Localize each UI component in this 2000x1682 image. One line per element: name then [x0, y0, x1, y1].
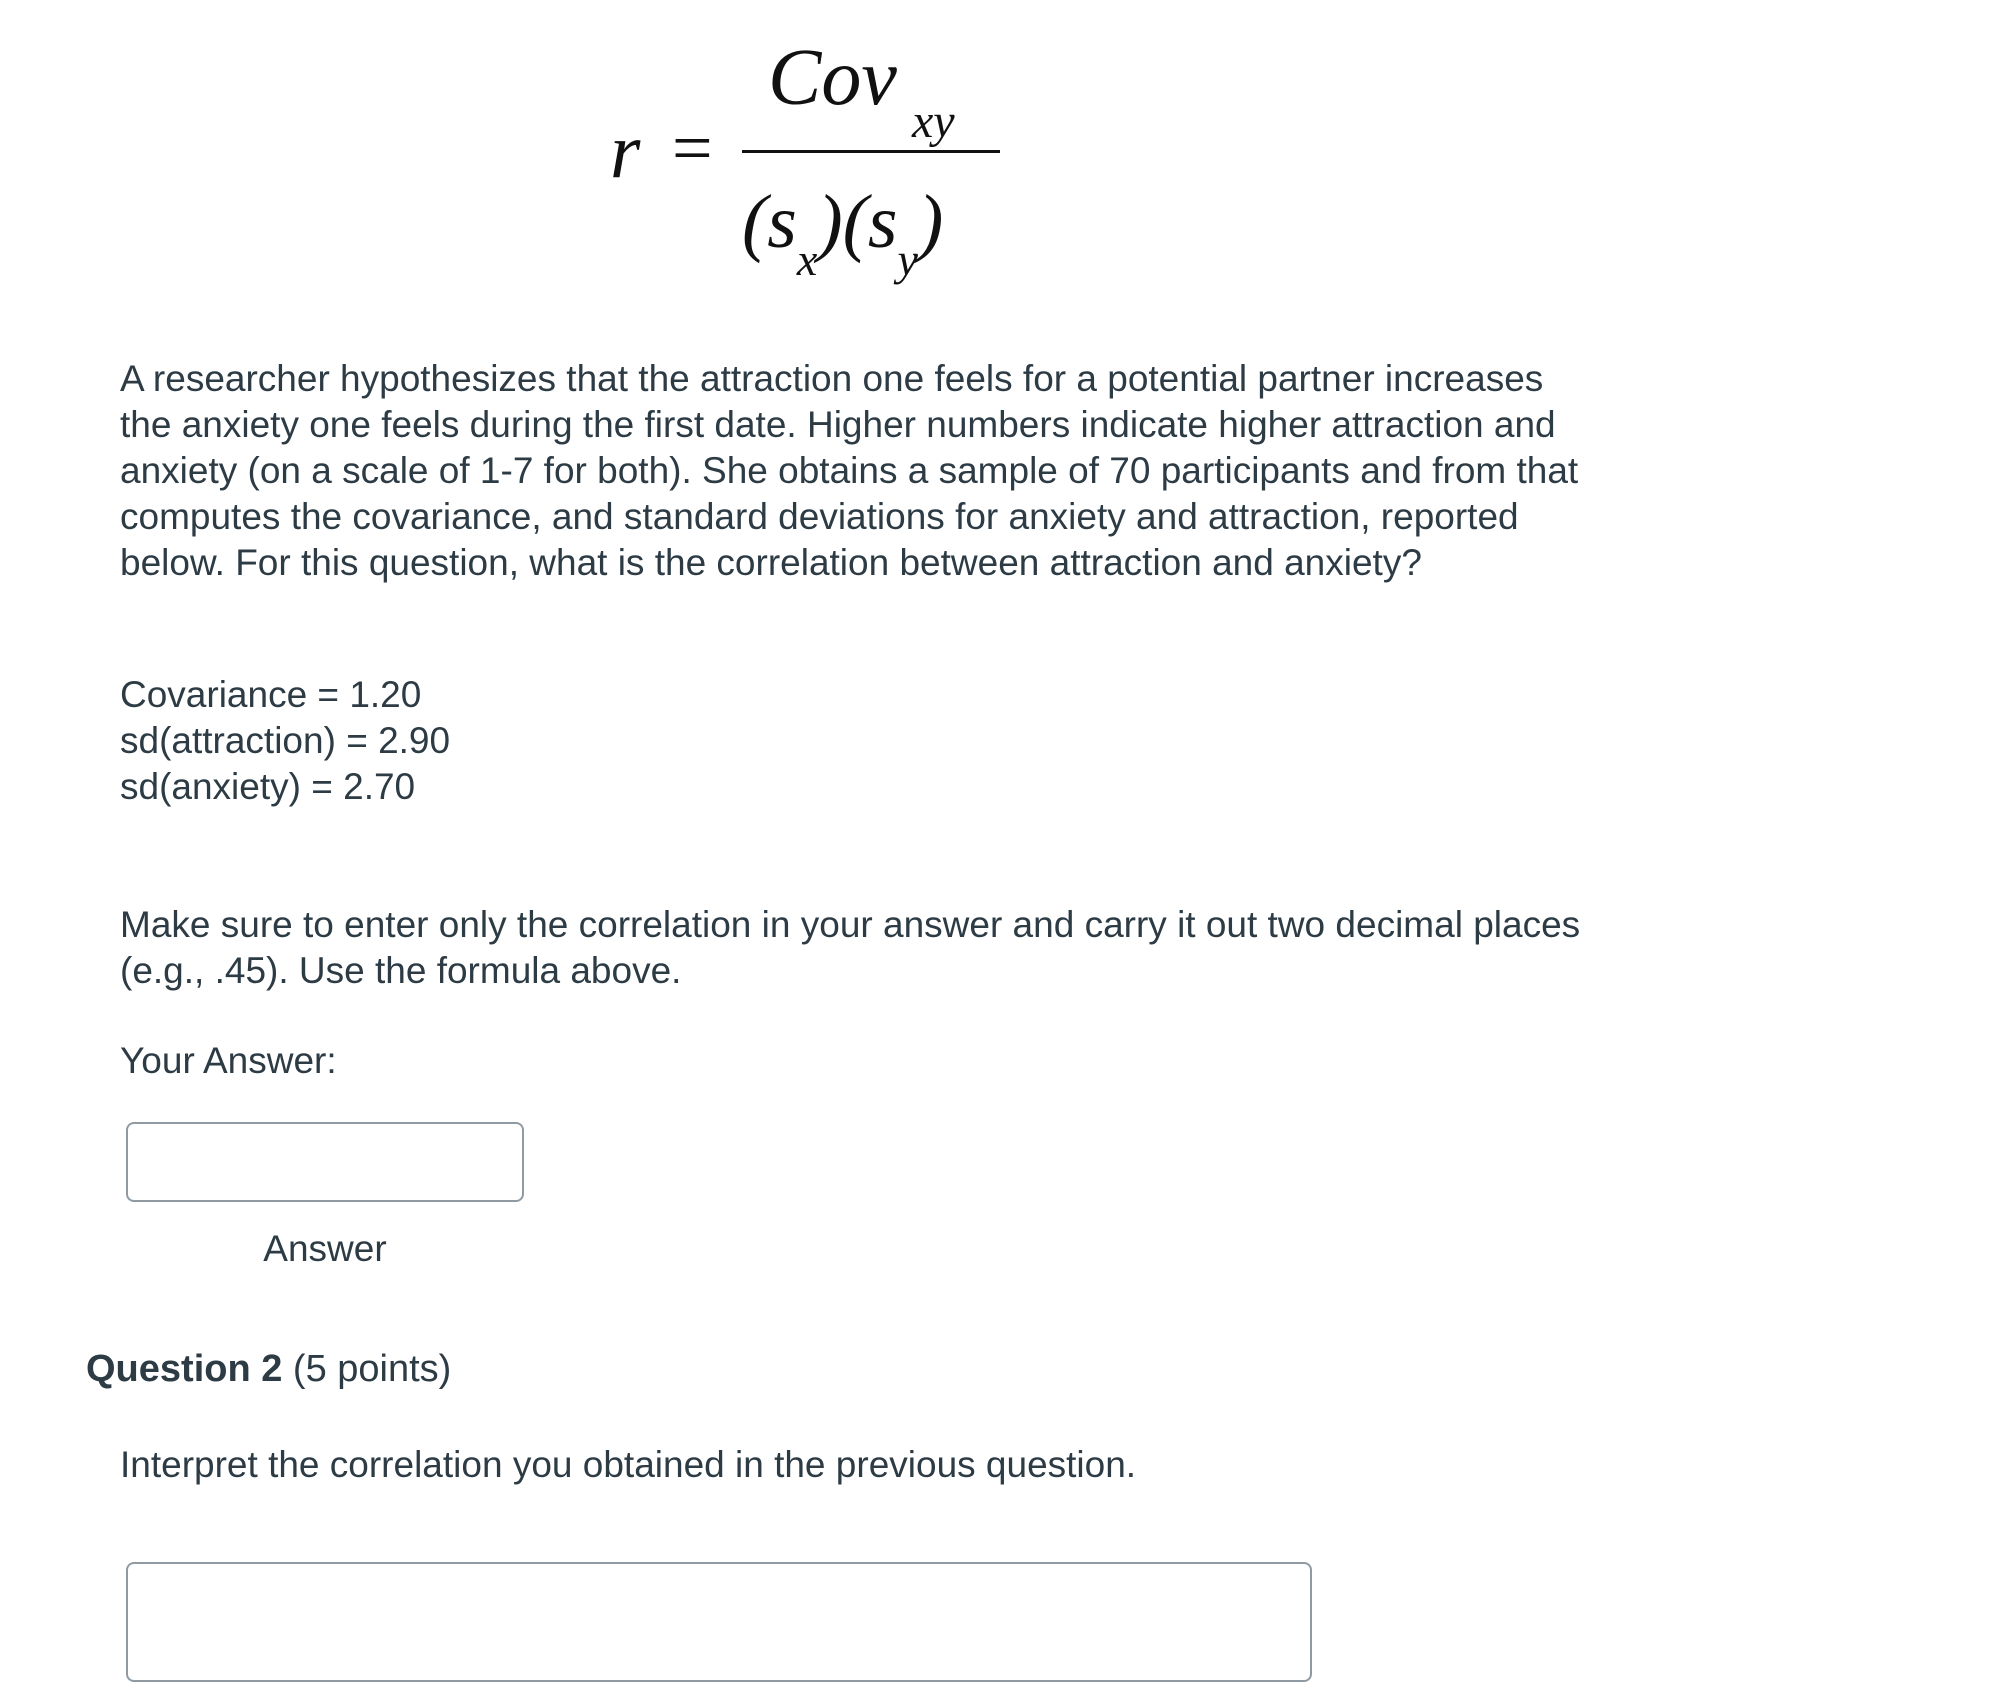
formula-den-close: ) — [917, 180, 944, 264]
formula-den-sub-x: x — [796, 234, 818, 285]
question-1-stats — [120, 672, 920, 810]
stat-sd-anxiety: sd(anxiety) = 2.70 — [120, 766, 416, 807]
formula-numerator: Cov — [768, 34, 897, 122]
formula-den-mid: )(s — [817, 180, 898, 264]
question-2-answer-textarea[interactable] — [126, 1562, 1312, 1682]
formula-numerator-subscript: xy — [912, 95, 955, 148]
formula-r: r — [610, 107, 641, 194]
question-2-prompt: Interpret the correlation you obtained in the previous question. — [120, 1444, 1137, 1485]
formula-denominator — [742, 180, 944, 285]
formula-den-open: (s — [742, 180, 797, 264]
question-2-points: (5 points) — [282, 1348, 452, 1390]
answer-input[interactable] — [126, 1122, 524, 1202]
answer-label: Your Answer: — [120, 1040, 337, 1081]
formula-fraction-bar — [742, 150, 1000, 153]
stat-covariance: Covariance = 1.20 — [120, 674, 422, 715]
correlation-formula — [0, 0, 2000, 300]
formula-den-sub-y: y — [897, 234, 918, 285]
stat-sd-attraction: sd(attraction) = 2.90 — [120, 720, 451, 761]
answer-caption: Answer — [263, 1228, 387, 1269]
question-2-title: Question 2 — [86, 1348, 283, 1390]
question-1-prompt: A researcher hypothesizes that the attraction one feels for a potential partner increases the anxiety one feels during the first date. Higher numbers indicate higher attraction and anxiety (on a scale of 1-7 for both). She obtains a sample of 70 participants and from that computes the covariance, and standard deviations for anxiety and attraction, reported below. For this question, what is the correlation between attraction and anxiety? — [120, 358, 1579, 583]
question-2-header — [86, 1346, 451, 1392]
formula-equals: = — [672, 108, 713, 188]
question-1-instructions: Make sure to enter only the correlation in your answer and carry it out two decimal places (e.g., .45). Use the formula above. — [120, 904, 1581, 991]
